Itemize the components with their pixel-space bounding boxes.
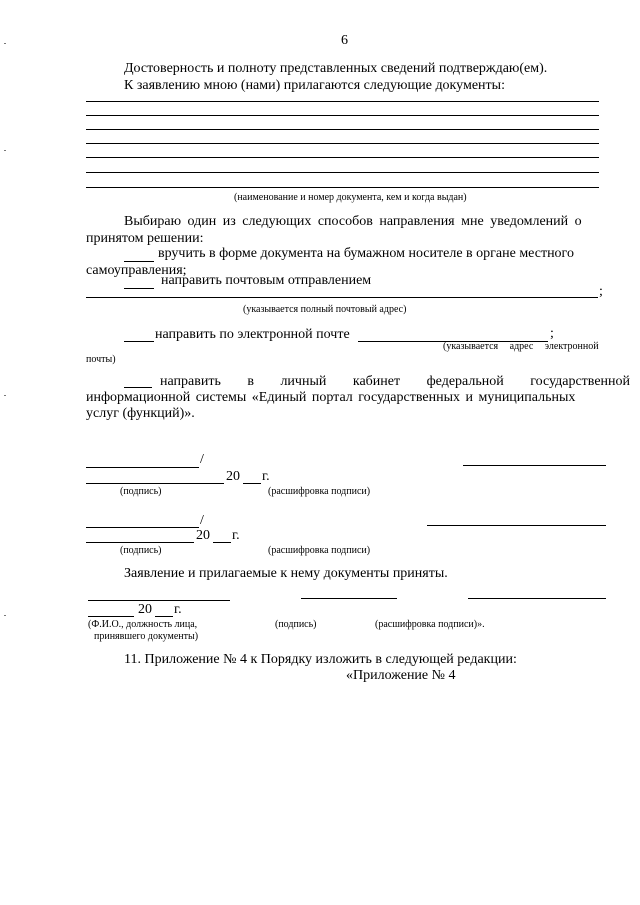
signature-1-year-suffix: г. (262, 469, 270, 484)
postal-address-caption: (указывается полный почтовый адрес) (243, 304, 407, 315)
acceptance-year-line (155, 616, 173, 617)
acceptance-signature-caption: (подпись) (275, 619, 317, 630)
acceptance-fio-caption-2: принявшего документы) (94, 631, 199, 642)
scan-artifact (4, 395, 6, 396)
acceptance-year-suffix: г. (174, 602, 182, 617)
option-3-semicolon: ; (550, 326, 554, 341)
signature-2-line (86, 527, 199, 528)
option-2-mark (124, 288, 154, 289)
signature-1-decoding-line (463, 465, 606, 466)
document-list-line (86, 101, 599, 102)
signature-1-line (86, 467, 199, 468)
signature-1-slash: / (200, 452, 204, 467)
email-caption-2: почты) (86, 354, 116, 365)
option-1-line-1: вручить в форме документа на бумажном носителе в органе местного (158, 246, 574, 261)
intro-line-2: К заявлению мною (нами) прилагаются следующие документы: (124, 78, 505, 93)
acceptance-date-line (88, 616, 134, 617)
signature-2-caption: (подпись) (120, 545, 162, 556)
option-1-mark (124, 261, 154, 262)
acceptance-text: Заявление и прилагаемые к нему документы приняты. (124, 566, 448, 581)
appendix-heading: «Приложение № 4 (346, 668, 456, 683)
scan-artifact (4, 615, 6, 616)
signature-1-year-line (243, 483, 261, 484)
scan-artifact (4, 150, 6, 151)
option-4-line-3: услуг (функций)». (86, 406, 195, 421)
option-2-label: направить почтовым отправлением (161, 273, 372, 288)
option-2-semicolon: ; (599, 284, 603, 299)
acceptance-decoding-line (468, 598, 606, 599)
option-4-mark (124, 387, 152, 388)
signature-1-caption: (подпись) (120, 486, 162, 497)
signature-1-date-line (86, 483, 224, 484)
choice-line-1: Выбираю один из следующих способов направления мне уведомлений о (124, 214, 582, 229)
document-list-line (86, 115, 599, 116)
signature-2-year-prefix: 20 (196, 528, 210, 543)
acceptance-fio-line (88, 600, 230, 601)
document-caption: (наименование и номер документа, кем и когда выдан) (234, 192, 467, 203)
acceptance-decoding-caption: (расшифровка подписи)». (375, 619, 485, 630)
document-list-line (86, 187, 599, 188)
option-4-line-1: направить в личный кабинет федеральной государственной (160, 374, 631, 389)
email-caption-1: (указывается адрес электронной (443, 341, 599, 352)
choice-line-2: принятом решении: (86, 231, 204, 246)
signature-2-decoding-line (427, 525, 606, 526)
scan-artifact (4, 43, 6, 44)
option-3-label: направить по электронной почте (155, 327, 350, 342)
option-4-line-2: информационной системы «Единый портал государственных и муниципальных (86, 390, 576, 405)
acceptance-year-prefix: 20 (138, 602, 152, 617)
document-list-line (86, 172, 599, 173)
postal-address-line (86, 297, 598, 298)
signature-2-year-line (213, 542, 231, 543)
document-list-line (86, 129, 599, 130)
document-list-line (86, 143, 599, 144)
acceptance-fio-caption-1: (Ф.И.О., должность лица, (88, 619, 198, 630)
page-number: 6 (341, 33, 348, 48)
signature-2-year-suffix: г. (232, 528, 240, 543)
amendment-text: 11. Приложение № 4 к Порядку изложить в следующей редакции: (124, 652, 517, 667)
signature-2-date-line (86, 542, 194, 543)
intro-line-1: Достоверность и полноту представленных сведений подтверждаю(ем). (124, 61, 548, 76)
document-list-line (86, 157, 599, 158)
signature-2-slash: / (200, 513, 204, 528)
signature-1-year-prefix: 20 (226, 469, 240, 484)
option-1-line-2: самоуправления; (86, 263, 187, 278)
signature-1-decoding-caption: (расшифровка подписи) (268, 486, 371, 497)
signature-2-decoding-caption: (расшифровка подписи) (268, 545, 371, 556)
acceptance-signature-line (301, 598, 397, 599)
option-3-mark (124, 341, 154, 342)
